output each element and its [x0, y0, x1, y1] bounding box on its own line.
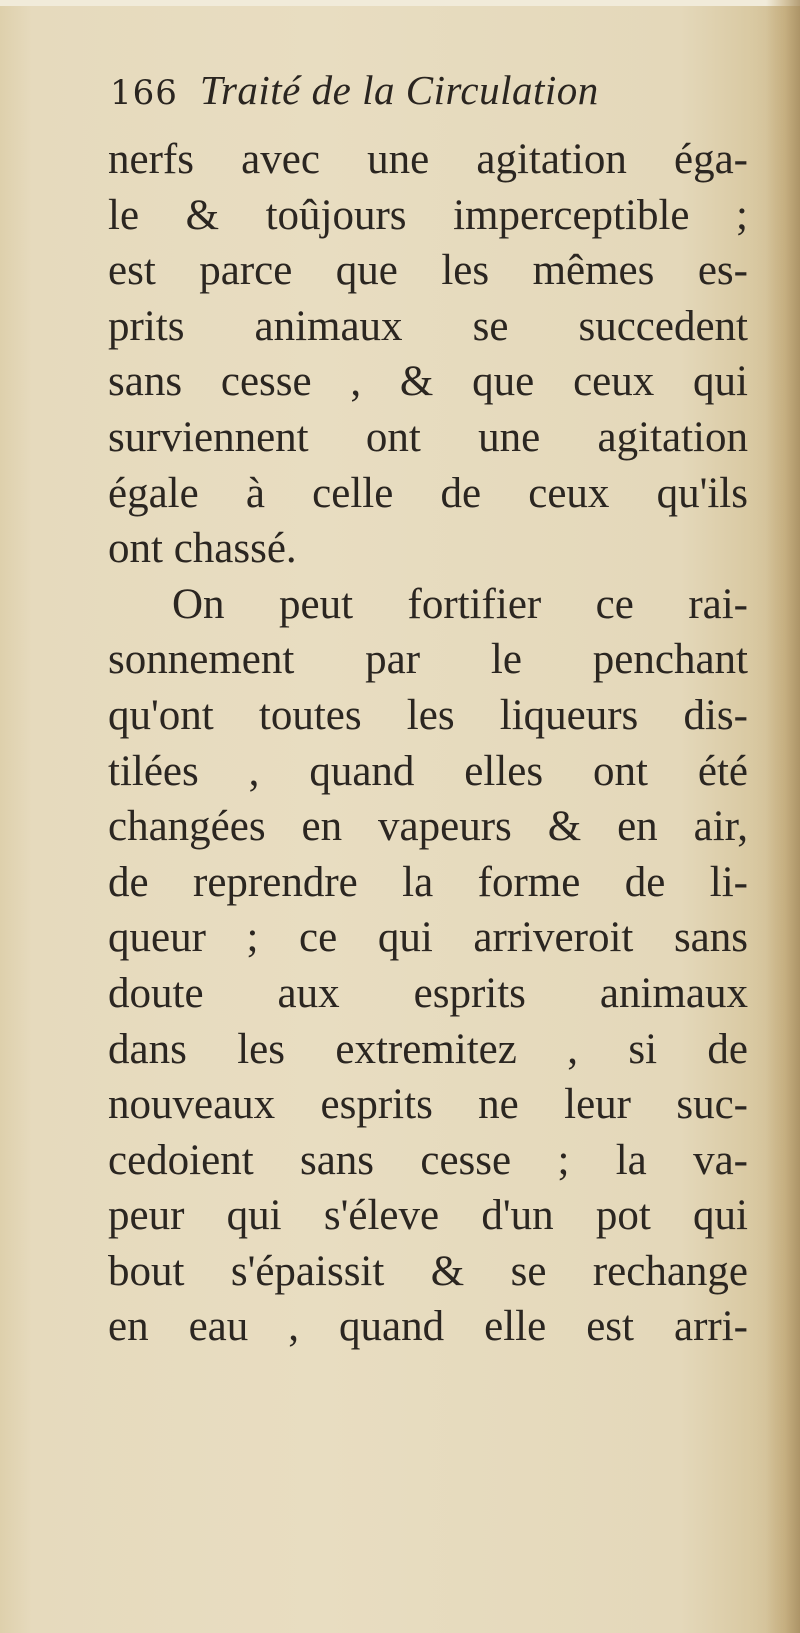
text-line: égale à celle de ceux qu'ils: [108, 469, 748, 517]
text-line: cedoient sans cesse ; la va-: [108, 1136, 748, 1184]
page-gutter-shadow: [766, 0, 800, 1633]
text-line: changées en vapeurs & en air,: [108, 803, 748, 851]
text-line: sonnement par le penchant: [108, 636, 748, 684]
text-line: prits animaux se succedent: [108, 302, 748, 350]
text-line: doute aux esprits animaux: [108, 969, 748, 1017]
text-line: qu'ont toutes les liqueurs dis-: [108, 691, 748, 739]
text-line: en eau , quand elle est arri-: [108, 1303, 748, 1351]
text-line: le & toûjours imperceptible ;: [108, 191, 748, 239]
text-line: queur ; ce qui arriveroit sans: [108, 914, 748, 962]
text-line: sans cesse , & que ceux qui: [108, 358, 748, 406]
text-line: de reprendre la forme de li-: [108, 858, 748, 906]
paragraph-end-line: ont chassé.: [108, 525, 297, 573]
body-text: [108, 132, 748, 1355]
page-number: 166: [110, 73, 178, 113]
text-line: peur qui s'éleve d'un pot qui: [108, 1192, 748, 1240]
text-line: dans les extremitez , si de: [108, 1025, 748, 1073]
text-line: nouveaux esprits ne leur suc-: [108, 1081, 748, 1129]
text-line: bout s'épaissit & se rechange: [108, 1247, 748, 1295]
paragraph-start-line: On peut fortifier ce rai-: [172, 580, 748, 628]
text-line: surviennent ont une agitation: [108, 413, 748, 461]
text-line: est parce que les mêmes es-: [108, 247, 748, 295]
running-title: Traité de la Circulation: [199, 67, 599, 113]
running-header: [110, 66, 599, 126]
page-top-edge: [0, 0, 800, 6]
text-line: nerfs avec une agitation éga-: [108, 136, 748, 183]
text-line: tilées , quand elles ont été: [108, 747, 748, 795]
